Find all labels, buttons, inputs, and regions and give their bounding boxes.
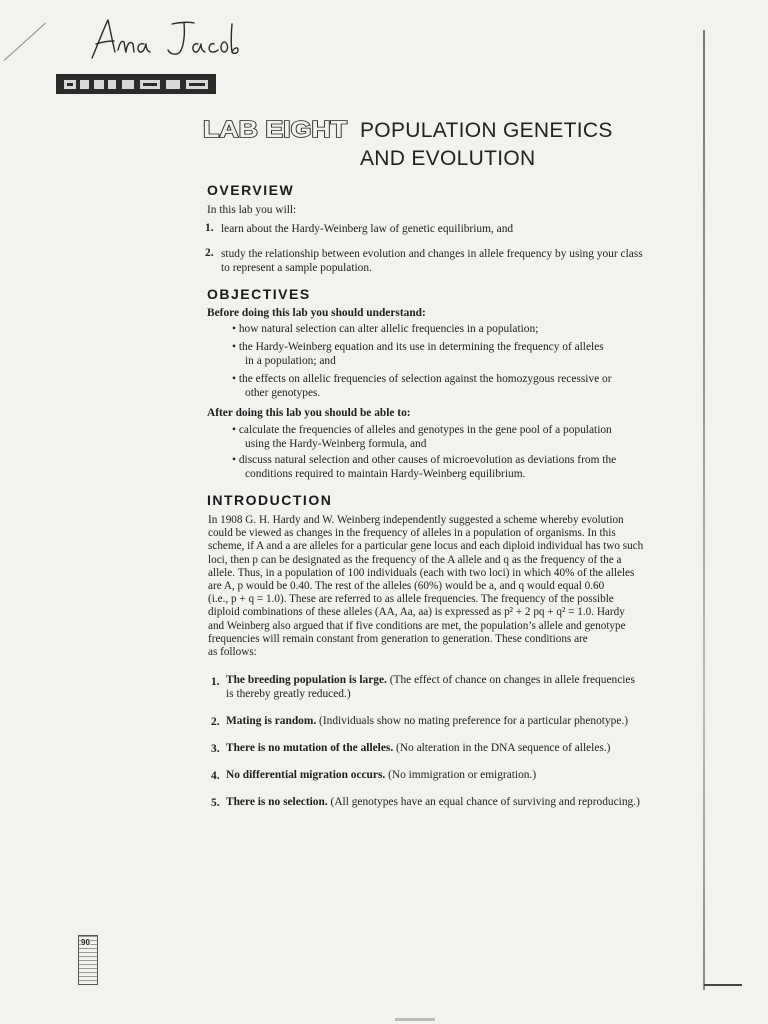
- lab-eight-logo: [202, 117, 350, 141]
- condition-item: [226, 673, 635, 701]
- condition-number: 1.: [211, 676, 220, 688]
- text-line: The breeding population is large. (The effect of chance on changes in allele frequencies: [226, 674, 635, 686]
- text-line: in a population; and: [245, 355, 336, 367]
- text-line: • the Hardy-Weinberg equation and its use in determining the frequency of alleles: [232, 341, 604, 353]
- text-line: • discuss natural selection and other causes of microevolution as deviations from the: [232, 454, 617, 466]
- condition-item: [226, 795, 640, 809]
- condition-item: [226, 714, 628, 728]
- condition-item: [226, 741, 610, 755]
- title-line-2: AND EVOLUTION: [360, 147, 536, 170]
- introduction-heading: INTRODUCTION: [207, 492, 333, 508]
- overview-intro: In this lab you will:: [207, 204, 297, 216]
- condition-number: 4.: [211, 770, 220, 782]
- text-line: to represent a sample population.: [221, 262, 372, 274]
- scan-smudge: [395, 1018, 435, 1021]
- condition-number: 2.: [211, 716, 220, 728]
- title-line-1: POPULATION GENETICS: [360, 119, 613, 142]
- text-line: study the relationship between evolution and changes in allele frequency by using your class: [221, 248, 643, 260]
- paragraph-line: could be viewed as changes in the frequency of alleles in a population of organisms. In this: [208, 527, 616, 540]
- svg-text:LAB EIGHT: LAB EIGHT: [203, 117, 347, 141]
- text-line: There is no mutation of the alleles. (No alteration in the DNA sequence of alleles.): [226, 742, 611, 754]
- paragraph-line: are A, p would be 0.40. The rest of the alleles (60%) would be a, and q would equal 0.60: [208, 580, 605, 593]
- objective-bullet-item: [232, 340, 604, 368]
- text-line: • calculate the frequencies of alleles and genotypes in the gene pool of a population: [232, 424, 612, 436]
- page-edge-hook: [704, 984, 742, 986]
- paragraph-line: (i.e., p + q = 1.0). These are referred to as allele frequencies. The frequency of the possible: [208, 593, 614, 606]
- handwritten-signature: [90, 14, 240, 64]
- paragraph-line: as follows:: [208, 646, 257, 659]
- text-line: using the Hardy-Weinberg formula, and: [245, 438, 427, 450]
- text-line: No differential migration occurs. (No immigration or emigration.): [226, 769, 537, 781]
- page-number-tab: [78, 935, 98, 985]
- objectives-heading: OBJECTIVES: [207, 286, 311, 302]
- text-line: • how natural selection can alter allelic frequencies in a population;: [232, 323, 539, 335]
- paragraph-line: and Weinberg also argued that if five conditions are met, the population’s allele and genotype: [208, 619, 626, 632]
- condition-number: 3.: [211, 743, 220, 755]
- pencil-mark: [4, 23, 46, 61]
- objective-bullet-item: [232, 322, 538, 336]
- objectives-after-label: After doing this lab you should be able to:: [207, 407, 411, 419]
- objectives-before-label: Before doing this lab you should understand:: [207, 307, 426, 319]
- overview-item-number: 1.: [205, 222, 214, 234]
- page-number: 90: [81, 938, 90, 947]
- text-line: other genotypes.: [245, 387, 321, 399]
- objective-bullet-item: [232, 453, 616, 481]
- paragraph-line: diploid combinations of these alleles (AA, Aa, aa) is expressed as p² + 2 pq + q² = 1.0. Hardy: [208, 606, 625, 619]
- paragraph-line: frequencies will remain constant from generation to generation. These conditions are: [208, 632, 588, 645]
- objective-bullet-item: [232, 423, 612, 451]
- condition-item: [226, 768, 536, 782]
- text-line: There is no selection. (All genotypes have an equal chance of surviving and reproducing.): [226, 796, 640, 808]
- page-edge-line: [703, 30, 705, 990]
- overview-item-text: [221, 247, 643, 275]
- page-title: [360, 117, 613, 173]
- overview-heading: OVERVIEW: [207, 182, 295, 198]
- paragraph-line: loci, then p can be designated as the frequency of the A allele and q as the frequency of the a: [208, 553, 622, 566]
- condition-number: 5.: [211, 797, 220, 809]
- text-line: Mating is random. (Individuals show no mating preference for a particular phenotype.): [226, 715, 629, 727]
- header-banner: [56, 74, 216, 94]
- paragraph-line: scheme, if A and a are alleles for a particular gene locus and each diploid individual has two such: [208, 540, 644, 553]
- introduction-paragraph: [208, 514, 643, 659]
- overview-item-text: learn about the Hardy-Weinberg law of genetic equilibrium, and: [221, 223, 514, 235]
- text-line: • the effects on allelic frequencies of selection against the homozygous recessive or: [232, 373, 612, 385]
- objective-bullet-item: [232, 372, 612, 400]
- paragraph-line: In 1908 G. H. Hardy and W. Weinberg independently suggested a scheme whereby evolution: [208, 514, 624, 526]
- text-line: is thereby greatly reduced.): [226, 688, 351, 700]
- paragraph-line: allele. Thus, in a population of 100 individuals (each with two loci) in which 40% of the alleles: [208, 566, 635, 579]
- overview-item-number: 2.: [205, 247, 214, 259]
- text-line: conditions required to maintain Hardy-Weinberg equilibrium.: [245, 468, 526, 480]
